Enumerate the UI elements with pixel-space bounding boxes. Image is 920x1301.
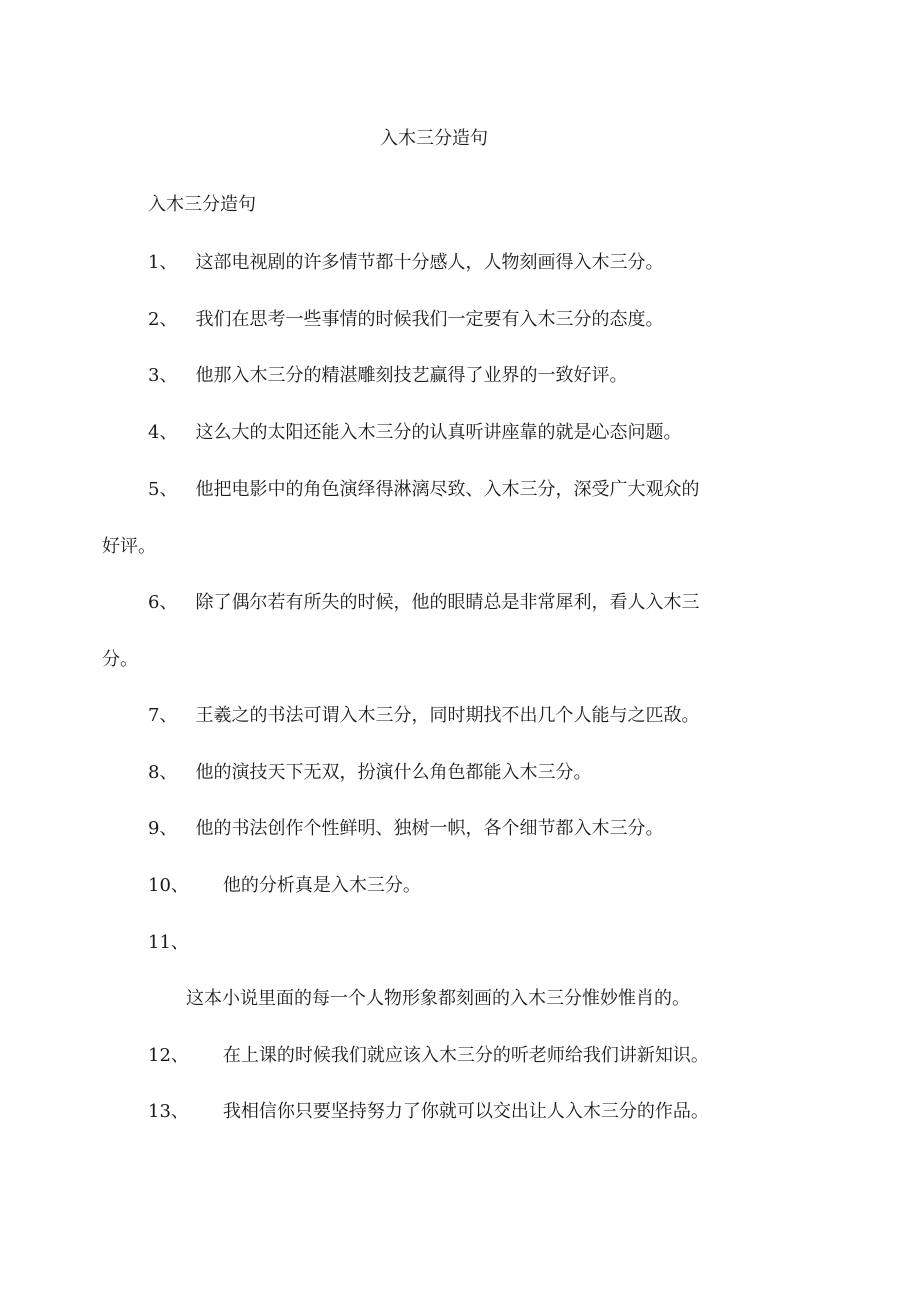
sentence-number: 1、 — [148, 252, 178, 273]
sentence-3 — [148, 367, 627, 385]
sentence-text: 我相信你只要坚持努力了你就可以交出让人入木三分的作品。 — [222, 1101, 709, 1122]
sentence-text: 他的演技天下无双，扮演什么角色都能入木三分。 — [195, 762, 592, 783]
sentence-6 — [148, 594, 699, 612]
sentence-text: 他那入木三分的精湛雕刻技艺赢得了业界的一致好评。 — [195, 365, 628, 386]
sentence-number: 5、 — [148, 479, 178, 500]
sentence-text: 他的分析真是入木三分。 — [222, 875, 421, 896]
sentence-number: 7、 — [148, 705, 178, 726]
sentence-text: 这么大的太阳还能入木三分的认真听讲座靠的就是心态问题。 — [195, 422, 682, 443]
sentence-text: 王羲之的书法可谓入木三分，同时期找不出几个人能与之匹敌。 — [195, 705, 700, 726]
sentence-text: 他的书法创作个性鲜明、独树一帜，各个细节都入木三分。 — [195, 818, 664, 839]
sentence-7 — [148, 707, 699, 725]
sentence-10 — [148, 877, 421, 895]
sentence-number: 10、 — [148, 875, 189, 896]
sentence-text: 除了偶尔若有所失的时候，他的眼睛总是非常犀利，看人入木三 — [195, 592, 700, 613]
sentence-text: 在上课的时候我们就应该入木三分的听老师给我们讲新知识。 — [222, 1045, 709, 1066]
sentence-11-number: 11、 — [148, 932, 189, 953]
sentence-number: 6、 — [148, 592, 178, 613]
sentence-number: 3、 — [148, 365, 178, 386]
sentence-number: 4、 — [148, 422, 178, 443]
sentence-4 — [148, 424, 681, 442]
sentence-number: 8、 — [148, 762, 178, 783]
sentence-text: 他把电影中的角色演绎得淋漓尽致、入木三分，深受广大观众的 — [195, 479, 700, 500]
sentence-5-continuation: 好评。 — [102, 536, 156, 557]
sentence-8 — [148, 764, 591, 782]
sentence-number: 2、 — [148, 309, 178, 330]
page-title: 入木三分造句 — [380, 128, 488, 149]
sentence-12 — [148, 1047, 709, 1065]
sentence-number: 12、 — [148, 1045, 189, 1066]
sentence-text: 这部电视剧的许多情节都十分感人，人物刻画得入木三分。 — [195, 252, 664, 273]
sentence-5 — [148, 481, 699, 499]
subtitle: 入木三分造句 — [148, 194, 256, 215]
sentence-13 — [148, 1103, 709, 1121]
sentence-6-continuation: 分。 — [102, 649, 138, 670]
sentence-number: 9、 — [148, 818, 178, 839]
sentence-11-text: 这本小说里面的每一个人物形象都刻画的入木三分惟妙惟肖的。 — [186, 988, 690, 1009]
sentence-1 — [148, 254, 663, 272]
sentence-9 — [148, 820, 663, 838]
sentence-number: 13、 — [148, 1101, 189, 1122]
sentence-text: 我们在思考一些事情的时候我们一定要有入木三分的态度。 — [195, 309, 664, 330]
sentence-2 — [148, 311, 663, 329]
